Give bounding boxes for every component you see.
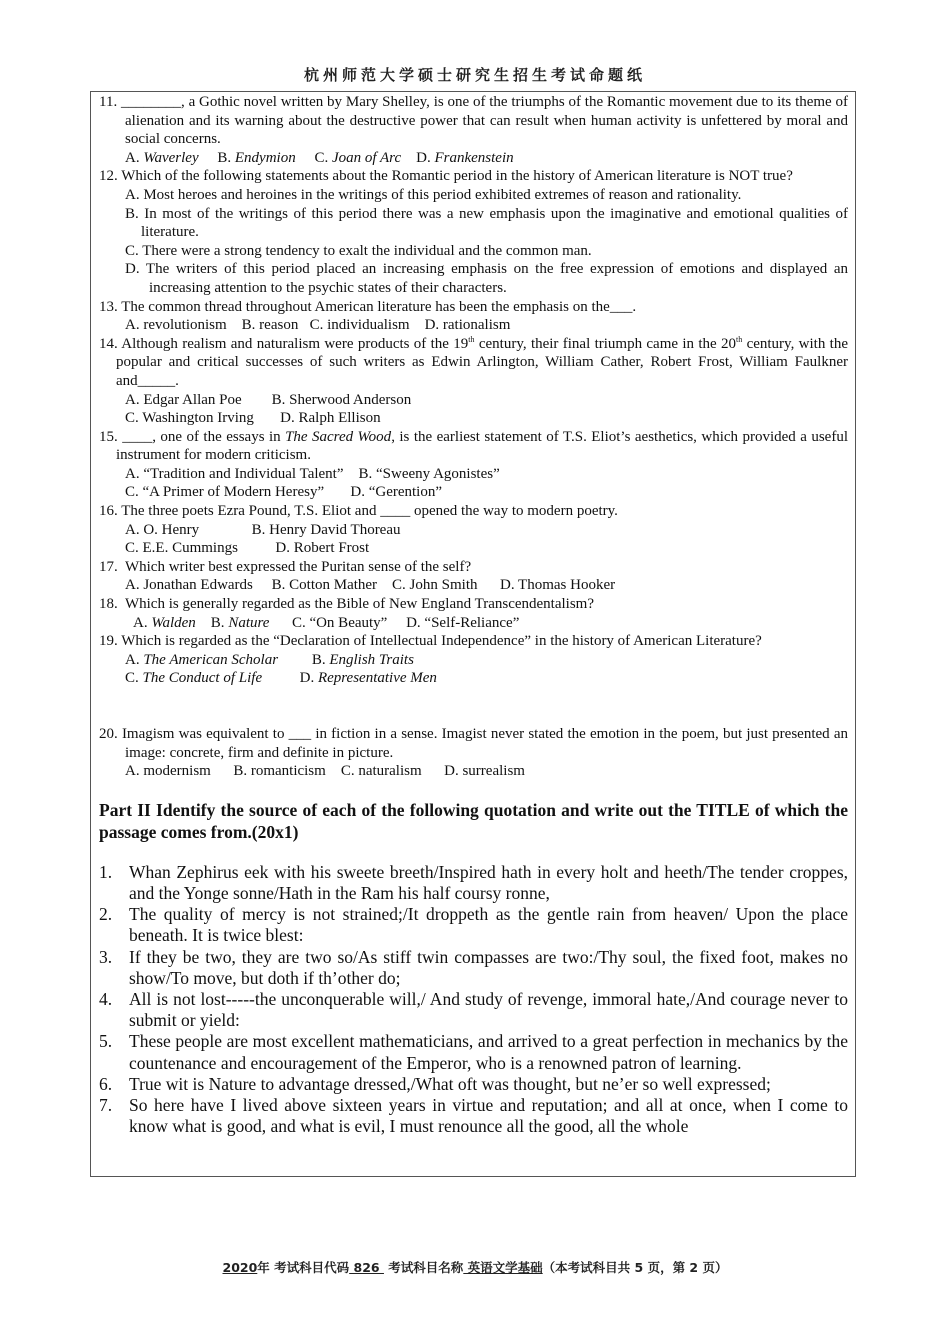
question-number: 14.	[99, 335, 118, 352]
question-number: 16.	[99, 503, 118, 520]
question-number: 15.	[99, 428, 118, 445]
options-row: A. revolutionism B. reason C. individualism D. rationalism	[125, 317, 511, 334]
question-stem: The common thread throughout American literature has been the emphasis on the___.	[121, 298, 637, 315]
options-row: A. Edgar Allan Poe B. Sherwood Anderson	[125, 391, 412, 408]
options-row: A. O. Henry B. Henry David Thoreau	[125, 521, 401, 538]
quotation-item: 2. The quality of mercy is not strained;/It droppeth as the gentle rain from heaven/ Upon the place beneath. It is twice blest:	[99, 904, 848, 946]
quotation-list	[99, 862, 848, 1138]
option-c: C. There were a strong tendency to exalt the individual and the common man.	[125, 242, 592, 259]
options-row: C. E.E. Cummings D. Robert Frost	[125, 540, 370, 557]
question-11	[99, 93, 848, 167]
question-number: 20.	[99, 726, 118, 742]
question-stem: ________, a Gothic novel written by Mary Shelley, is one of the triumphs of the Romantic movement due to its theme of alienation and its warning about the destructive power that can result when human activity is unfettered by moral and social concerns.	[121, 94, 849, 148]
option-b: Endymion	[234, 149, 296, 166]
option-d: Frankenstein	[434, 149, 514, 166]
question-number: 19.	[99, 633, 118, 650]
exam-content	[99, 93, 848, 1137]
page-footer: 2020年 考试科目代码 826 考试科目名称 英语文学基础（本考试科目共 5 页，第 2 页）	[222, 1260, 728, 1275]
question-14	[99, 335, 848, 428]
option-d: D. The writers of this period placed an increasing emphasis on the free expression of emotions and displayed an increasing attention to the psychic states of their characters.	[125, 261, 848, 296]
option-a: Waverley	[143, 149, 199, 166]
page-count: （本考试科目共 5 页，第 2 页）	[542, 1260, 728, 1275]
options-row: C. “A Primer of Modern Heresy” D. “Gerention”	[125, 484, 442, 501]
options-row: A. Waverley B. Endymion C. Joan of Arc D. Frankenstein	[125, 149, 514, 166]
option-a: The American Scholar	[143, 651, 279, 668]
options-row: A. “Tradition and Individual Talent” B. “Sweeny Agonistes”	[125, 465, 500, 482]
option-a: A. Most heroes and heroines in the writings of this period exhibited extremes of reason and rationality.	[125, 186, 742, 203]
option-c: Joan of Arc	[331, 149, 402, 166]
question-13	[99, 298, 848, 335]
options-row: C. Washington Irving D. Ralph Ellison	[125, 410, 381, 427]
question-stem: Which is regarded as the “Declaration of Intellectual Independence” in the history of American Literature?	[121, 633, 762, 650]
question-stem: ____, one of the essays in The Sacred Wood, is the earliest statement of T.S. Eliot’s aesthetics, which provided a useful instrument for modern criticism.	[116, 428, 848, 464]
option-d: Representative Men	[317, 670, 437, 687]
question-number: 11.	[99, 94, 118, 110]
exam-paper-header: 杭州师范大学硕士研究生招生考试命题纸	[303, 66, 646, 84]
option-d: D. “Self-Reliance”	[406, 614, 520, 631]
option-b: English Traits	[329, 651, 414, 668]
quotation-item: 7. So here have I lived above sixteen years in virtue and reputation; and all at once, when I come to know what is good, and what is evil, I must renounce all the good, all the whole	[99, 1095, 848, 1137]
options-row: C. The Conduct of Life D. Representative Men	[125, 670, 437, 687]
question-stem: The three poets Ezra Pound, T.S. Eliot and ____ opened the way to modern poetry.	[121, 503, 618, 520]
options-row: A. Walden B. Nature C. “On Beauty” D. “Self-Reliance”	[133, 614, 520, 631]
quotation-item: 6. True wit is Nature to advantage dressed,/What oft was thought, but ne’er so well expressed;	[99, 1073, 771, 1094]
options-row: A. modernism B. romanticism C. naturalism D. surrealism	[125, 763, 525, 780]
question-stem: Imagism was equivalent to ___ in fiction in a sense. Imagist never stated the emotion in the poem, but just presented an image: concrete, firm and definite in picture.	[121, 726, 848, 761]
question-stem: Which is generally regarded as the Bible of New England Transcendentalism?	[121, 596, 595, 613]
part2-heading: Part II Identify the source of each of the following quotation and write out the TITLE of which the passage comes from.(20x1)	[99, 799, 848, 842]
question-15	[99, 428, 848, 502]
question-number: 12.	[99, 168, 118, 185]
question-stem: Which of the following statements about the Romantic period in the history of American literature is NOT true?	[121, 168, 793, 185]
option-c: C. “On Beauty”	[291, 614, 388, 631]
question-16	[99, 502, 848, 558]
quotation-item: 4. All is not lost-----the unconquerable will,/ And study of revenge, immoral hate,/And courage never to submit or yield:	[99, 989, 848, 1031]
question-17	[99, 558, 848, 595]
question-19	[99, 632, 848, 688]
options-row: A. Jonathan Edwards B. Cotton Mather C. John Smith D. Thomas Hooker	[125, 577, 616, 594]
question-20	[99, 725, 848, 781]
option-b: Nature	[228, 614, 270, 631]
question-stem: Although realism and naturalism were products of the 19th century, their final triumph came in the 20th century, with the popular and critical successes of such writers as Edwin Arlington, William Cather, Robert Frost, William Faulkner and_____.	[116, 334, 848, 389]
option-a: Walden	[151, 614, 196, 631]
quotation-item: 1. Whan Zephirus eek with his sweete breeth/Inspired hath in every holt and heeth/The tender croppes, and the Yonge sonne/Hath in the Ram his half coursy ronne,	[99, 861, 848, 903]
question-12	[99, 167, 848, 297]
question-number: 18.	[99, 596, 118, 613]
subject-name: 英语文学基础	[463, 1260, 543, 1275]
question-18	[99, 595, 848, 632]
exam-year: 2020	[222, 1260, 258, 1275]
quotation-item: 3. If they be two, they are two so/As stiff twin compasses are two:/Thy soul, the fixed foot, makes no show/To move, but doth if th’other do;	[99, 946, 848, 988]
option-b: B. In most of the writings of this period there was a new emphasis upon the imaginative and emotional qualities of literature.	[125, 205, 848, 241]
options-row: A. The American Scholar B. English Traits	[125, 651, 414, 668]
question-number: 17.	[99, 558, 118, 575]
exam-content-box	[90, 91, 856, 1177]
subject-code: 826	[349, 1260, 384, 1275]
spacer	[99, 688, 848, 725]
question-number: 13.	[99, 298, 118, 315]
quotation-item: 5. These people are most excellent mathematicians, and arrived to a great perfection in mechanics by the countenance and encouragement of the Emperor, who is a renowned patron of learning.	[99, 1031, 848, 1073]
option-c: The Conduct of Life	[142, 670, 263, 687]
question-stem: Which writer best expressed the Puritan sense of the self?	[121, 558, 472, 575]
